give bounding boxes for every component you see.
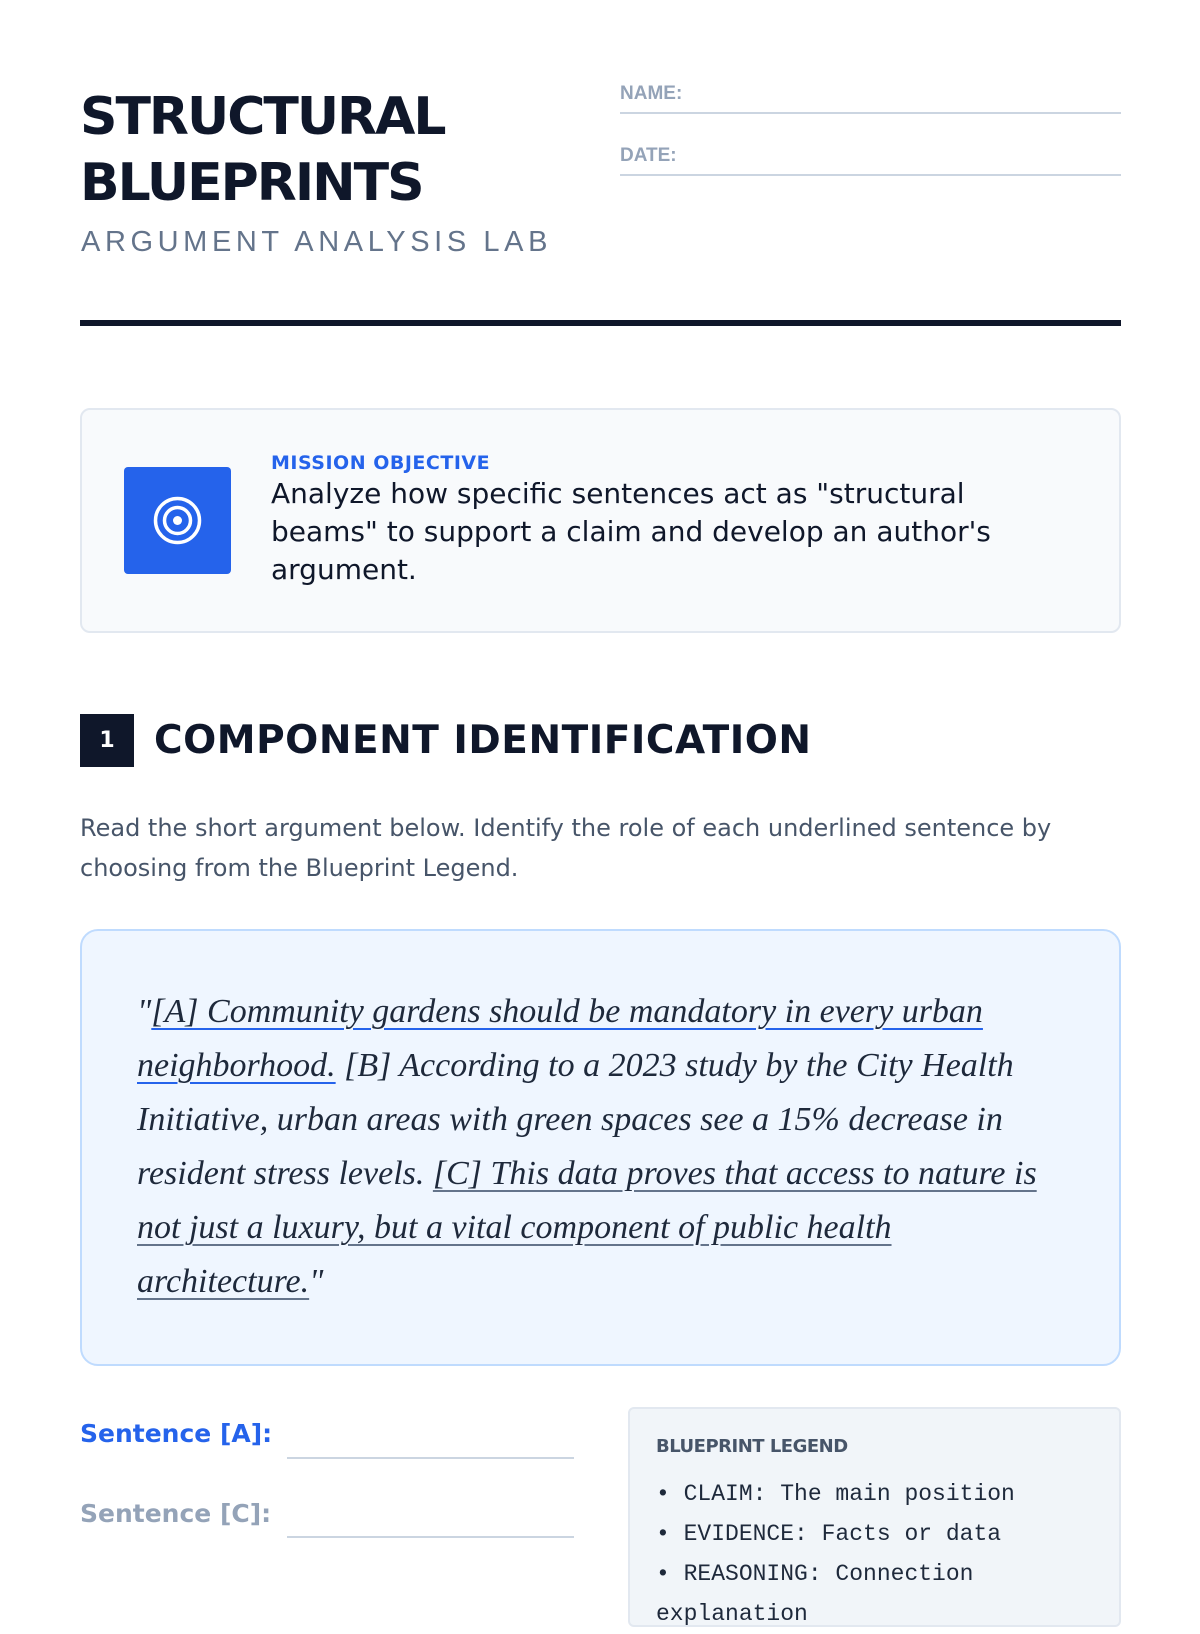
date-field[interactable]: [620, 145, 1121, 176]
sentence-c-answer-field[interactable]: [287, 1536, 574, 1538]
argument-passage: [137, 985, 1057, 1309]
legend-title: BLUEPRINT LEGEND: [656, 1436, 848, 1457]
sentence-b: [B] According to a 2023 study by the City Health Initiative, urban areas with green spaces see a 15% decrease in resident stress levels.: [137, 1047, 1014, 1192]
mission-text: Analyze how specific sentences act as "structural beams" to support a claim and develop an author's argument.: [271, 477, 991, 586]
legend-item-reasoning: • REASONING: Connection explanation: [656, 1554, 1096, 1634]
title-line-1: STRUCTURAL: [80, 87, 445, 147]
sentence-a-label: Sentence [A]:: [80, 1419, 273, 1448]
legend-item-claim: • CLAIM: The main position: [656, 1474, 1096, 1514]
sentence-c: [C] This data proves that access to nature is not just a luxury, but a vital component of public health architecture.: [137, 1155, 1037, 1300]
header-divider: [80, 320, 1121, 326]
sentence-a-answer-field[interactable]: [287, 1457, 574, 1459]
worksheet-title: [80, 84, 444, 216]
open-quote: ": [137, 993, 152, 1030]
target-icon: [124, 467, 231, 574]
section-instructions: Read the short argument below. Identify the role of each underlined sentence by choosing from the Blueprint Legend.: [80, 814, 1052, 882]
mission-kicker: MISSION OBJECTIVE: [271, 452, 491, 474]
section-number-badge: 1: [80, 714, 134, 767]
sentence-c-label: Sentence [C]:: [80, 1499, 272, 1528]
legend-item-evidence: • EVIDENCE: Facts or data: [656, 1514, 1096, 1554]
close-quote: ": [309, 1263, 324, 1300]
title-line-2: BLUEPRINTS: [80, 153, 423, 213]
legend-list: [656, 1474, 1096, 1634]
date-label: DATE:: [620, 145, 677, 166]
section-title: COMPONENT IDENTIFICATION: [154, 718, 812, 763]
name-field[interactable]: [620, 83, 1121, 114]
name-label: NAME:: [620, 83, 683, 104]
worksheet-subtitle: ARGUMENT ANALYSIS LAB: [81, 226, 553, 258]
sentence-a: [A] Community gardens should be mandatory in every urban neighborhood.: [137, 993, 983, 1084]
